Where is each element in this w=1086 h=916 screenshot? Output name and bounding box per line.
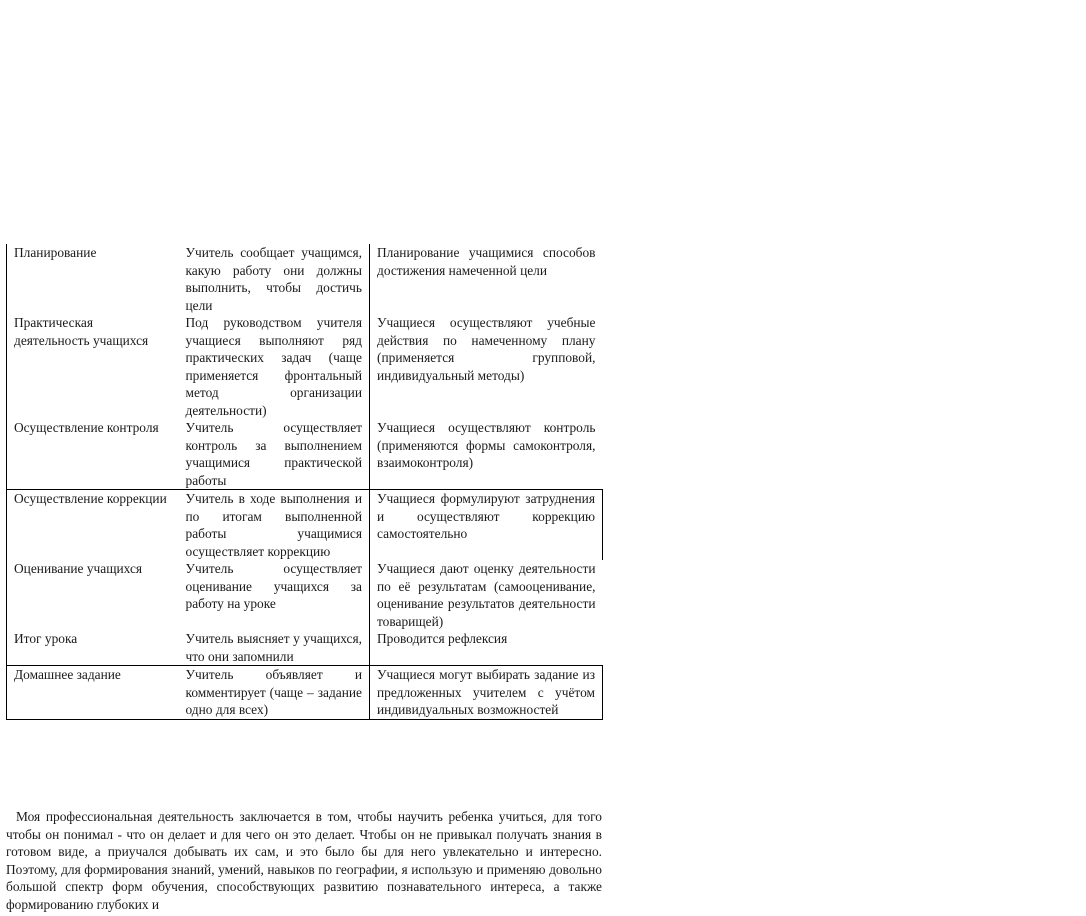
table-row xyxy=(7,419,603,490)
teacher-activity-cell: Учитель осуществляет контроль за выполнением учащимися практической работы xyxy=(179,419,370,490)
teacher-activity-cell: Под руководством учителя учащиеся выполняют ряд практических задач (чаще применяется фронтальный метод организации деятельности) xyxy=(179,314,370,419)
stage-cell: Осуществление коррекции xyxy=(7,490,179,561)
table-row xyxy=(7,244,603,314)
teacher-activity-cell: Учитель сообщает учащимся, какую работу они должны выполнить, чтобы достичь цели xyxy=(179,244,370,314)
stage-cell: Оценивание учащихся xyxy=(7,560,179,630)
student-activity-cell: Учащиеся дают оценку деятельности по её результатам (самооценивание, оценивание результатов деятельности товарищей) xyxy=(377,561,596,629)
stage-cell: Осуществление контроля xyxy=(7,419,179,490)
teacher-activity-cell: Учитель в ходе выполнения и по итогам выполненной работы учащимися осуществляет коррекцию xyxy=(179,490,370,561)
stage-cell: Домашнее задание xyxy=(7,666,179,720)
stage-cell: Итог урока xyxy=(7,630,179,666)
student-activity-cell: Проводится рефлексия xyxy=(377,631,508,646)
table-row xyxy=(7,666,603,720)
student-activity-cell: Учащиеся формулируют затруднения и осуществляют коррекцию самостоятельно xyxy=(370,490,603,561)
student-activity-cell: Учащиеся осуществляют учебные действия по намеченному плану (применяется групповой, индивидуальный методы) xyxy=(377,315,596,383)
table-row xyxy=(7,490,603,561)
teacher-activity-cell: Учитель объявляет и комментирует (чаще – задание одно для всех) xyxy=(179,666,370,720)
teacher-activity-cell: Учитель осуществляет оценивание учащихся за работу на уроке xyxy=(179,560,370,630)
table-row xyxy=(7,560,603,630)
teacher-activity-cell: Учитель выясняет у учащихся, что они запомнили xyxy=(179,630,370,666)
table-row xyxy=(7,630,603,666)
lesson-stages-table xyxy=(6,244,603,720)
stage-cell: Планирование xyxy=(7,244,179,314)
student-activity-cell: Планирование учащимися способов достижения намеченной цели xyxy=(377,245,596,278)
body-paragraph: Моя профессиональная деятельность заключается в том, чтобы научить ребенка учиться, для того чтобы он понимал - что он делает и для чего он это делает. Чтобы он не привыкал получать знания в готовом виде, а приучался добывать их сам, и это было бы для него увлекательно и интересно. Поэтому, для формирования знаний, умений, навыков по географии, я использую и применяю довольно большой спектр форм обучения, способствующих развитию познавательного интереса, а также формированию глубоких и xyxy=(6,809,602,912)
table-row xyxy=(7,314,603,419)
stage-cell: Практическая деятельность учащихся xyxy=(7,314,179,419)
student-activity-cell: Учащиеся могут выбирать задание из предложенных учителем с учётом индивидуальных возможностей xyxy=(370,666,603,720)
student-activity-cell: Учащиеся осуществляют контроль (применяются формы самоконтроля, взаимоконтроля) xyxy=(377,420,596,470)
